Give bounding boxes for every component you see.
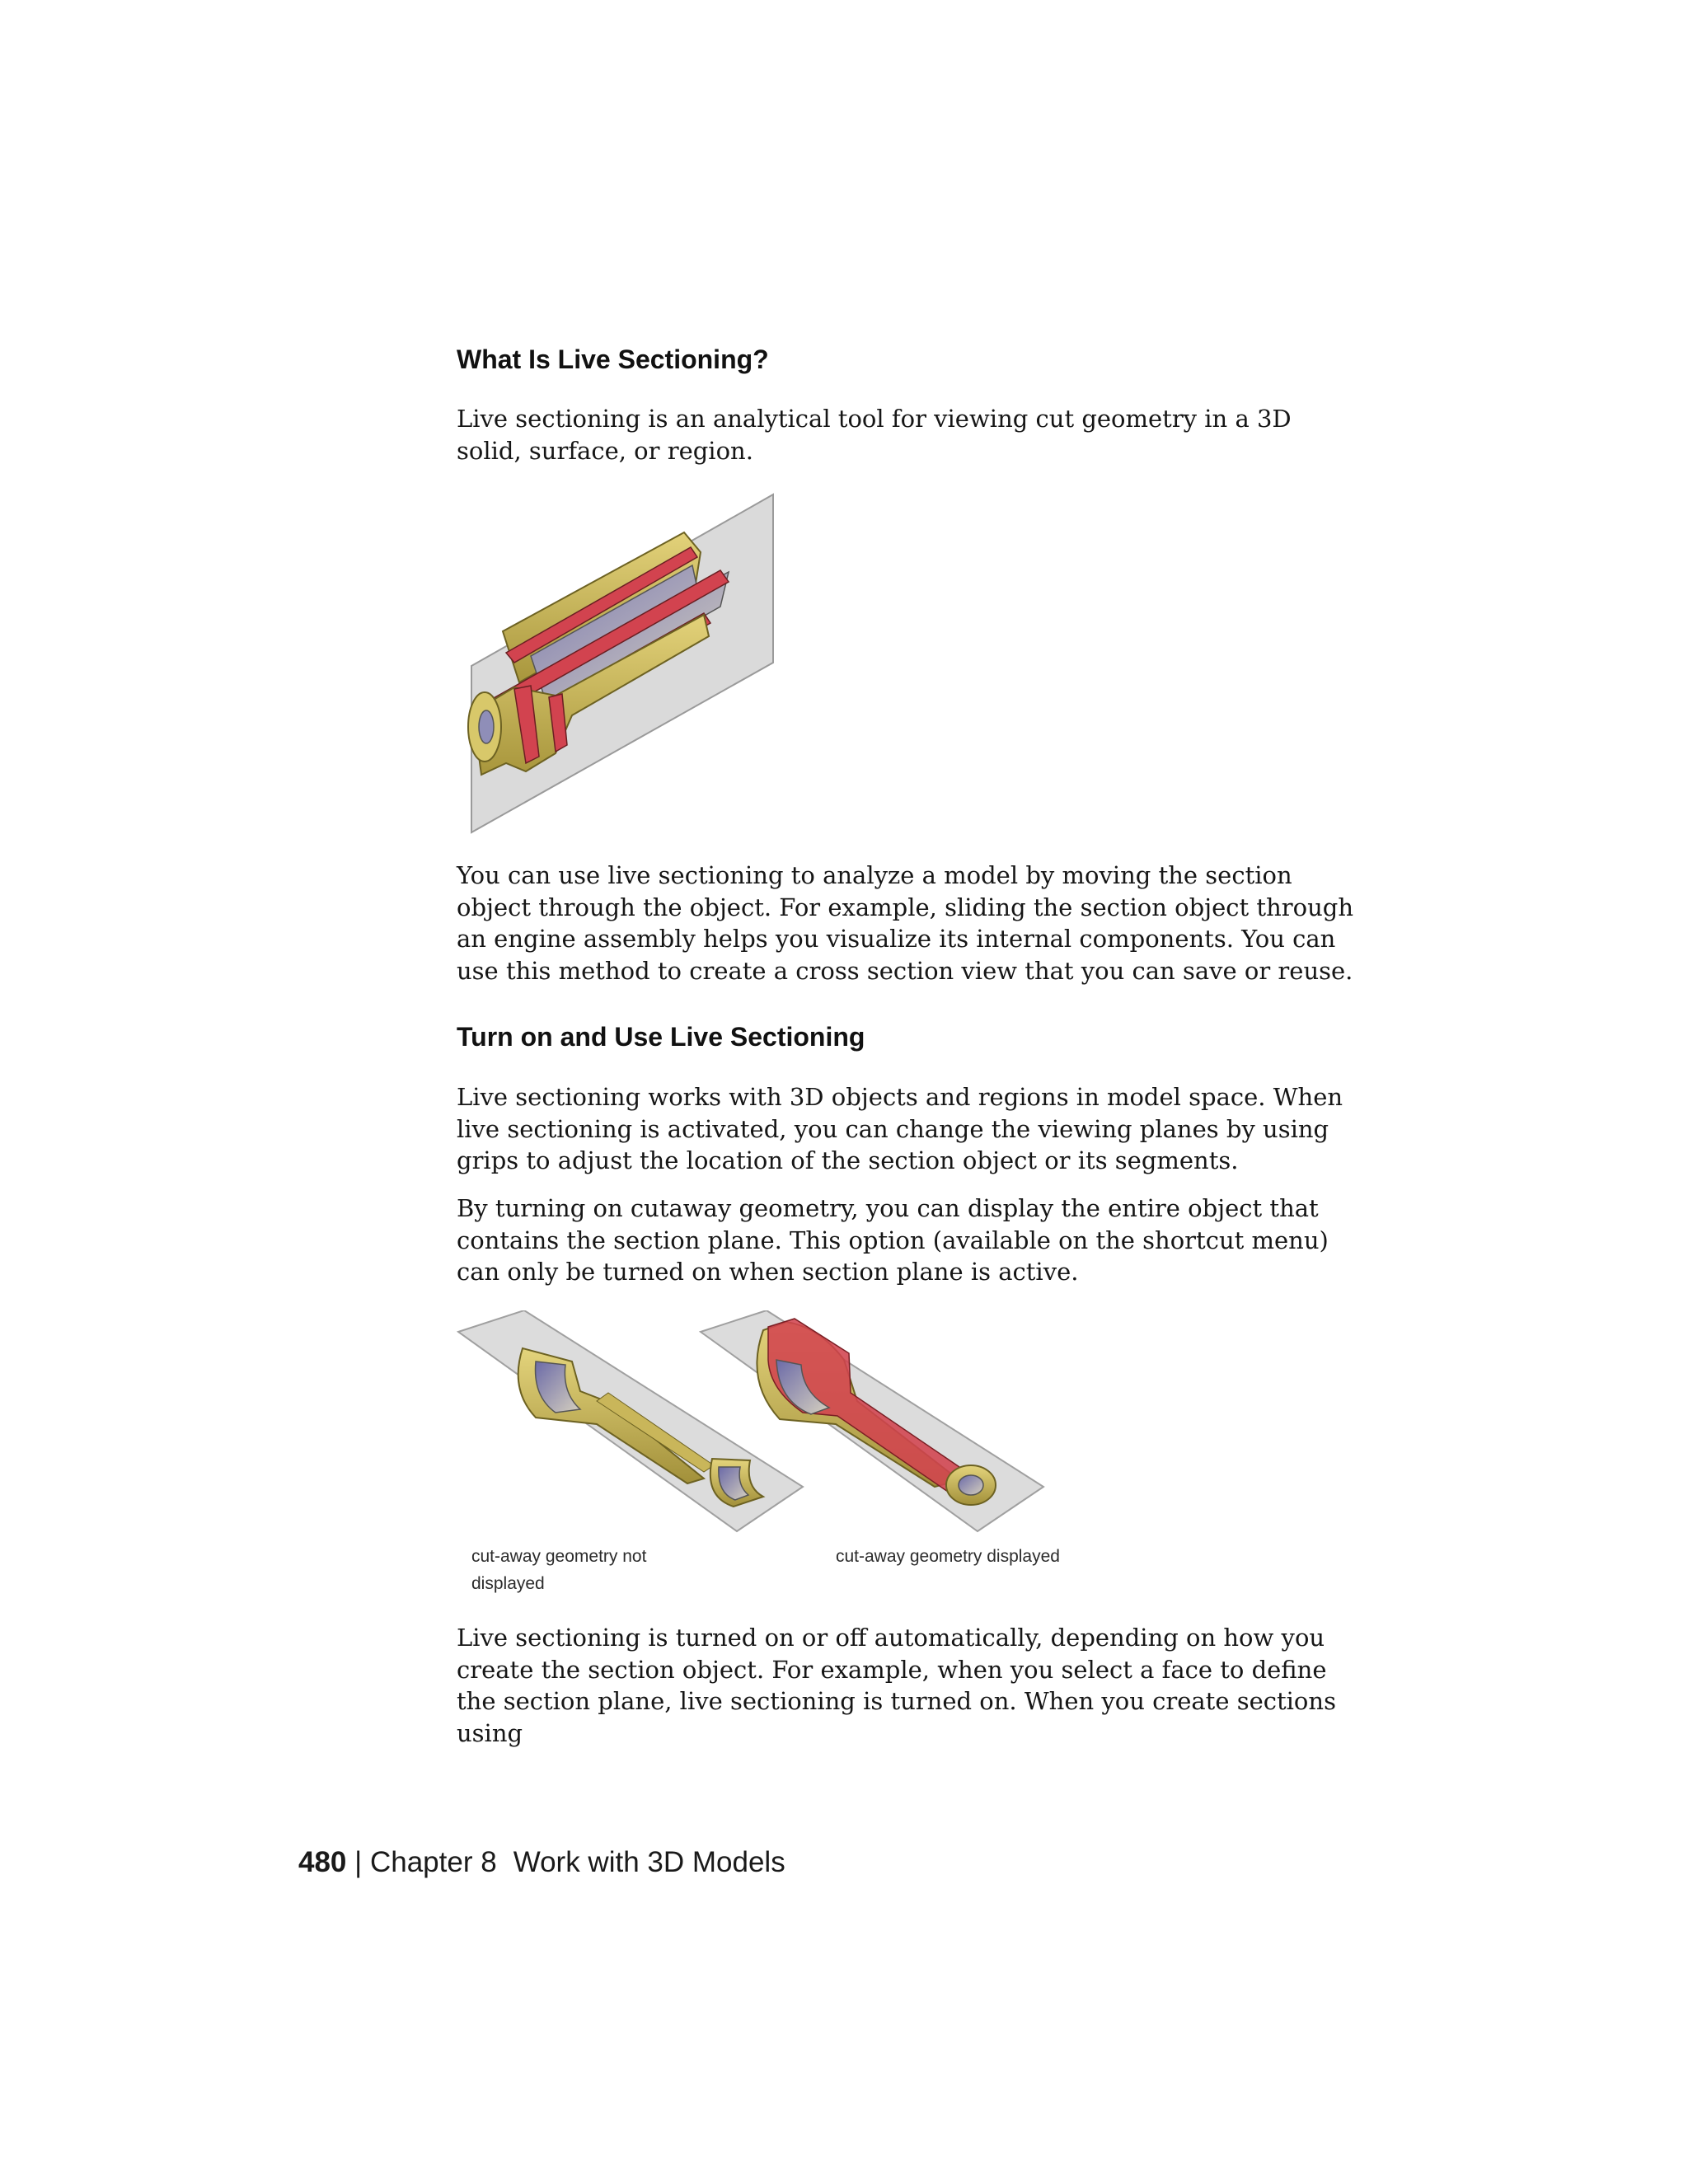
paragraph-turned-on-off: Live sectioning is turned on or off automatically, depending on how you create the section object. For example, when you select a face to define the section plane, live sectioning is turned on. When you create sections using [457, 1624, 1336, 1747]
end-cap-bore [479, 710, 494, 743]
paragraph-intro: Live sectioning is an analytical tool for viewing cut geometry in a 3D solid, surface, or region. [457, 405, 1292, 465]
chapter-label: Chapter 8 [369, 1846, 497, 1878]
small-end-bore [959, 1475, 983, 1495]
paragraph-cutaway-geometry: By turning on cutaway geometry, you can display the entire object that contains the section plane. This option (available on the shortcut menu) can only be turned on when section plane is active. [457, 1194, 1329, 1286]
page-number: 480 [298, 1846, 347, 1878]
sectioned-cylinder-illustration [457, 491, 786, 837]
caption-not-displayed: cut-away geometry not displayed [471, 1547, 647, 1593]
figure-connecting-rods [457, 1310, 1060, 1593]
caption-displayed: cut-away geometry displayed [836, 1547, 1060, 1566]
heading-turn-on-live-sectioning: Turn on and Use Live Sectioning [457, 1022, 865, 1052]
paragraph-live-sectioning-works: Live sectioning works with 3D objects and regions in model space. When live sectioning is activated, you can change the viewing planes by using grips to adjust the location of the section object or its segments. [457, 1083, 1343, 1174]
footer-separator: | [354, 1846, 363, 1878]
connecting-rods-illustration [457, 1310, 1058, 1541]
chapter-title: Work with 3D Models [513, 1846, 785, 1878]
page-footer [298, 1846, 785, 1879]
heading-what-is-live-sectioning: What Is Live Sectioning? [457, 344, 769, 374]
figure-sectioned-cylinder [457, 491, 786, 837]
paragraph-analyze: You can use live sectioning to analyze a model by moving the section object through the object. For example, sliding the section object through an engine assembly helps you visualize its internal components. You can use this method to create a cross section view that you can save or reuse. [457, 861, 1353, 985]
